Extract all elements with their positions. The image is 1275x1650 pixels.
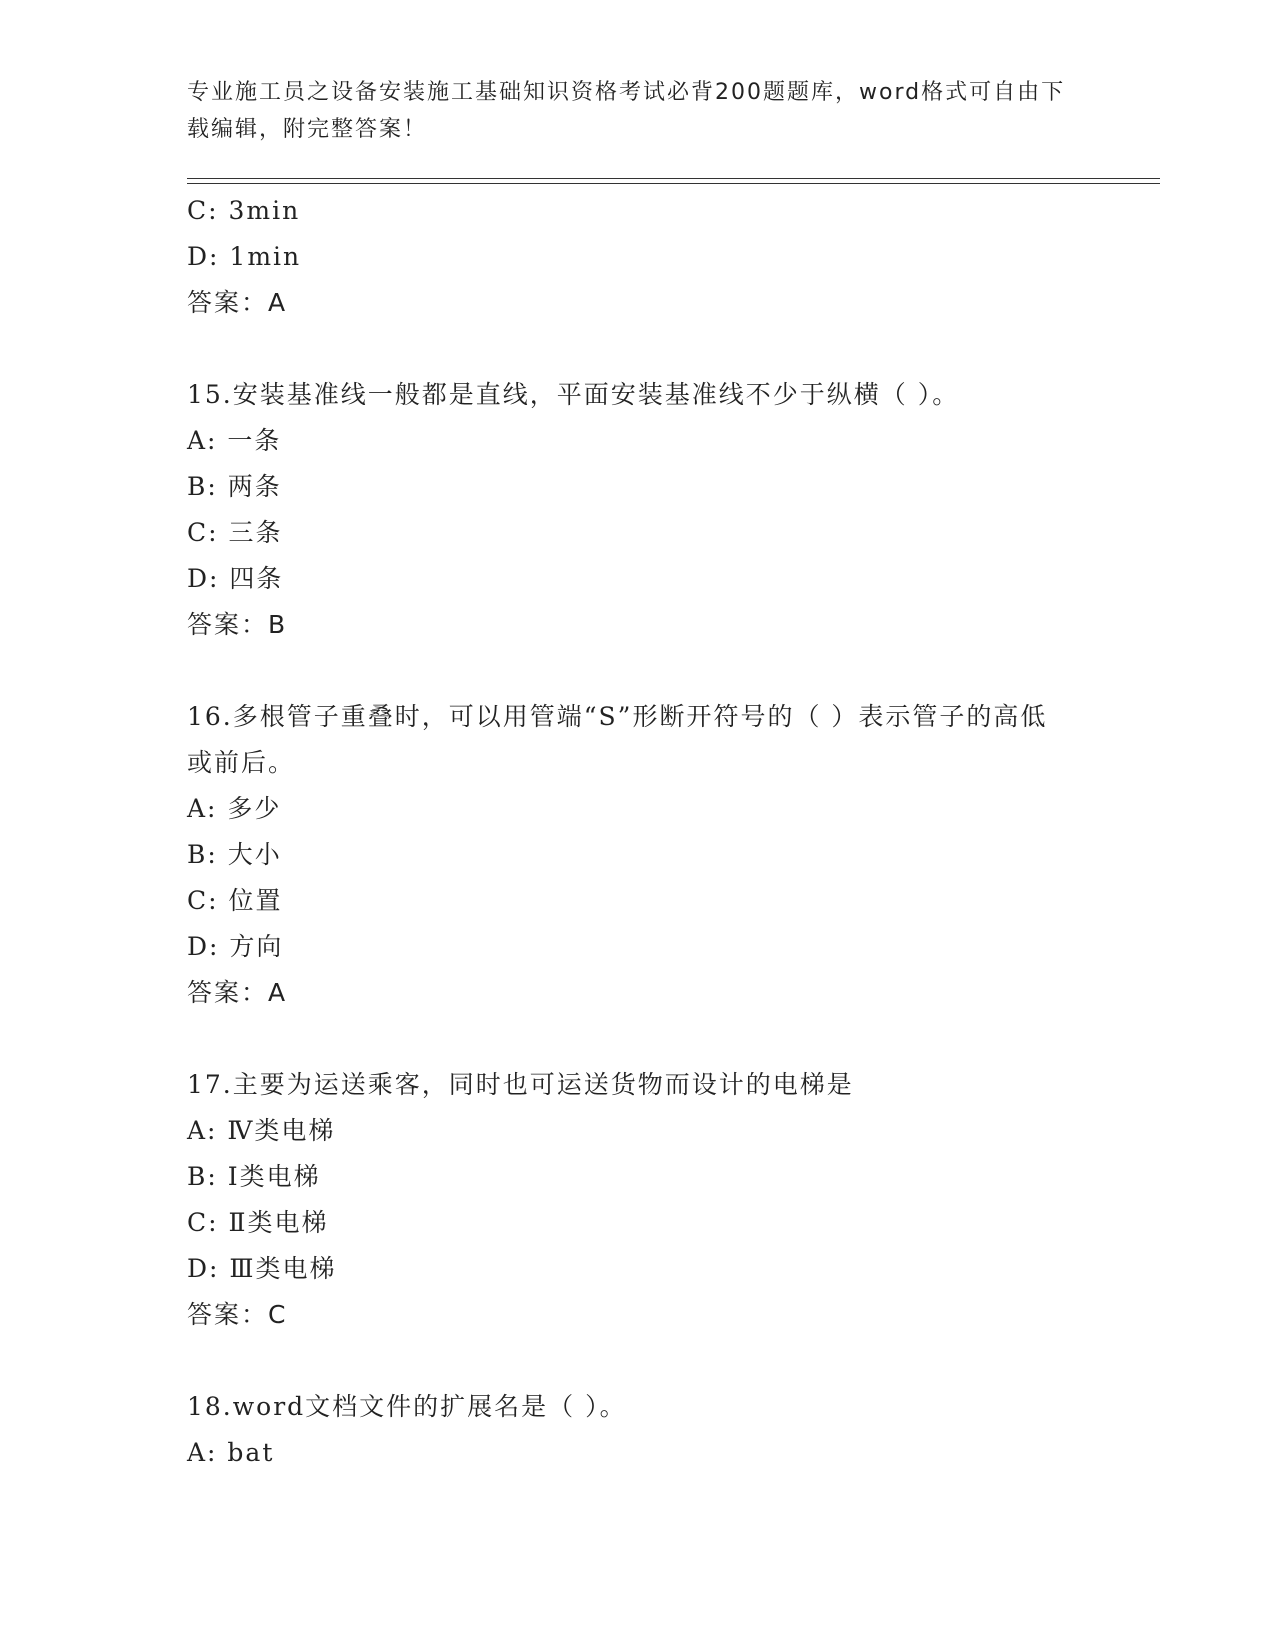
header-rule-bottom — [187, 183, 1160, 184]
option-a: A: Ⅳ类电梯 — [187, 1116, 336, 1145]
option-d: D: 1min — [187, 242, 302, 271]
option-a: A: 一条 — [187, 426, 282, 455]
question-stem: 16.多根管子重叠时，可以用管端“S”形断开符号的（ ）表示管子的高低或前后。 — [187, 702, 1048, 777]
answer: 答案：A — [187, 288, 288, 317]
question-list — [187, 188, 1117, 1476]
question-18 — [187, 1384, 1117, 1476]
option-d: D: Ⅲ类电梯 — [187, 1254, 337, 1283]
question-17 — [187, 1062, 1117, 1338]
option-a: A: 多少 — [187, 794, 282, 823]
question-16 — [187, 694, 1117, 1016]
question-stem: 17.主要为运送乘客，同时也可运送货物而设计的电梯是 — [187, 1070, 854, 1099]
option-c: C: 位置 — [187, 886, 283, 915]
option-b: B: Ⅰ类电梯 — [187, 1162, 321, 1191]
question-stem: 15.安装基准线一般都是直线，平面安装基准线不少于纵横（ ）。 — [187, 380, 960, 409]
document-title: 专业施工员之设备安装施工基础知识资格考试必背200题题库，word格式可自由下载编辑，附完整答案！ — [187, 80, 1066, 142]
document-header — [187, 74, 1087, 148]
option-b: B: 两条 — [187, 472, 282, 501]
option-d: D: 方向 — [187, 932, 284, 961]
question-stem: 18.word文档文件的扩展名是（ ）。 — [187, 1392, 627, 1421]
option-c: C: 3min — [187, 196, 301, 225]
option-c: C: 三条 — [187, 518, 283, 547]
option-b: B: 大小 — [187, 840, 282, 869]
answer: 答案：A — [187, 978, 288, 1007]
header-rule-top — [187, 178, 1160, 179]
option-d: D: 四条 — [187, 564, 284, 593]
option-c: C: Ⅱ类电梯 — [187, 1208, 329, 1237]
answer: 答案：C — [187, 1300, 288, 1329]
question-15 — [187, 372, 1117, 648]
question-14-tail — [187, 188, 1117, 326]
option-a: A: bat — [187, 1438, 275, 1467]
answer: 答案：B — [187, 610, 288, 639]
